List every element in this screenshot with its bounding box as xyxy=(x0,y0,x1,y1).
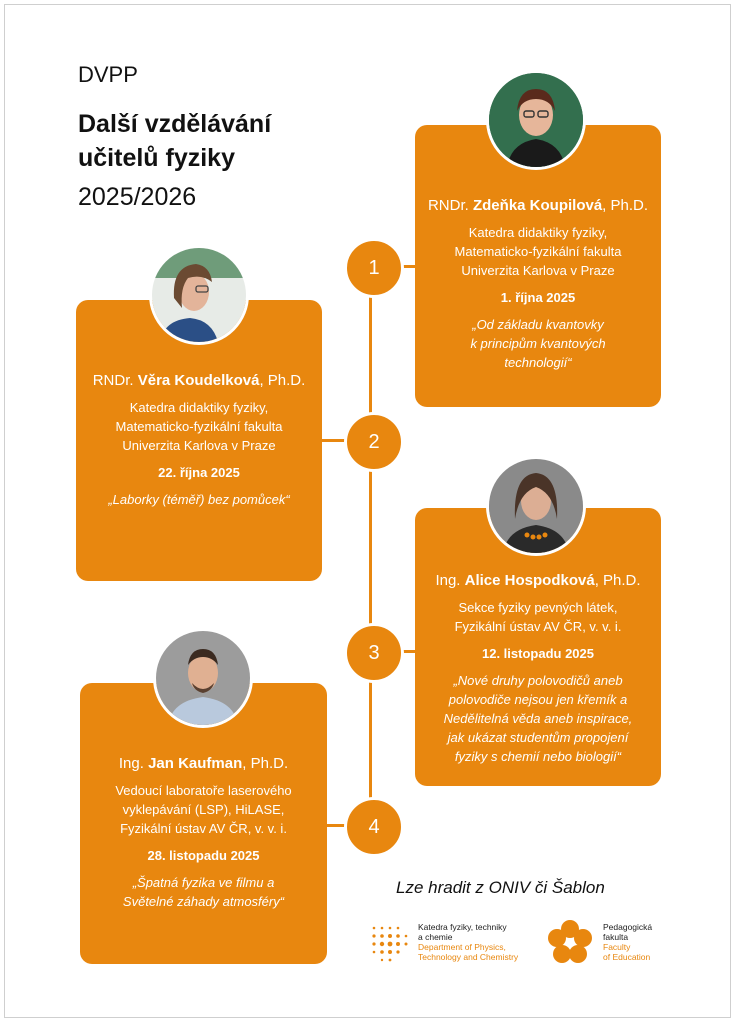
program-tag: DVPP xyxy=(78,62,138,87)
department-logo xyxy=(368,920,538,970)
timeline-line xyxy=(369,266,372,826)
lecturer-affiliation: Katedra didaktiky fyziky, Matematicko-fyzikální fakulta Univerzita Karlova v Praze xyxy=(454,225,622,278)
school-year: 2025/2026 xyxy=(78,183,197,211)
lecture-title: „Od základu kvantovky k principům kvantových technologií“ xyxy=(470,317,606,370)
faculty-logo-text: Pedagogická fakulta Faculty of Education xyxy=(603,922,653,962)
lecture-date: 28. listopadu 2025 xyxy=(147,848,260,863)
lecture-date: 1. října 2025 xyxy=(500,290,576,305)
lecture-date: 22. října 2025 xyxy=(158,465,240,480)
title-line-2: učitelů fyziky xyxy=(78,144,235,172)
lecturer-photo-1 xyxy=(486,70,586,170)
lecturer-name: Ing. Jan Kaufman, Ph.D. xyxy=(118,755,289,772)
step-4-circle: 4 xyxy=(344,797,404,857)
lecturer-name: RNDr. Zdeňka Koupilová, Ph.D. xyxy=(427,197,649,214)
lecturer-affiliation: Katedra didaktiky fyziky, Matematicko-fyzikální fakulta Univerzita Karlova v Praze xyxy=(115,400,283,453)
faculty-logo xyxy=(545,918,675,968)
step-3-circle: 3 xyxy=(344,623,404,683)
connector-4 xyxy=(326,824,346,827)
lecture-title: „Nové druhy polovodičů aneb polovodiče nejsou jen křemík a Nedělitelná věda aneb inspirace, jak ukázat studentům propojení fyziky s chemií nebo biologií“ xyxy=(443,673,633,764)
dots-logo-icon xyxy=(368,922,412,966)
department-logo-text: Katedra fyziky, techniky a chemie Department of Physics, Technology and Chemistry xyxy=(418,922,519,962)
lecturer-affiliation: Sekce fyziky pevných látek, Fyzikální ústav AV ČR, v. v. i. xyxy=(454,600,622,634)
lecture-title: „Špatná fyzika ve filmu a Světelné záhady atmosféry“ xyxy=(122,875,285,909)
page-title xyxy=(78,107,271,175)
title-line-1: Další vzdělávání xyxy=(78,110,272,138)
lecturer-affiliation: Vedoucí laboratoře laserového vyklepávání (LSP), HiLASE, Fyzikální ústav AV ČR, v. v. i. xyxy=(115,783,292,836)
step-1-circle: 1 xyxy=(344,238,404,298)
lecturer-photo-4 xyxy=(153,628,253,728)
connector-2 xyxy=(320,439,346,442)
lecturer-photo-3 xyxy=(486,456,586,556)
lecture-date: 12. listopadu 2025 xyxy=(482,646,594,661)
lecture-title: „Laborky (téměř) bez pomůcek“ xyxy=(108,492,290,507)
step-2-circle: 2 xyxy=(344,412,404,472)
flower-logo-icon xyxy=(545,918,595,968)
lecturer-name: Ing. Alice Hospodková, Ph.D. xyxy=(435,572,641,589)
funding-note: Lze hradit z ONIV či Šablon xyxy=(396,878,605,897)
lecturer-photo-2 xyxy=(149,245,249,345)
lecturer-name: RNDr. Věra Koudelková, Ph.D. xyxy=(92,372,306,389)
